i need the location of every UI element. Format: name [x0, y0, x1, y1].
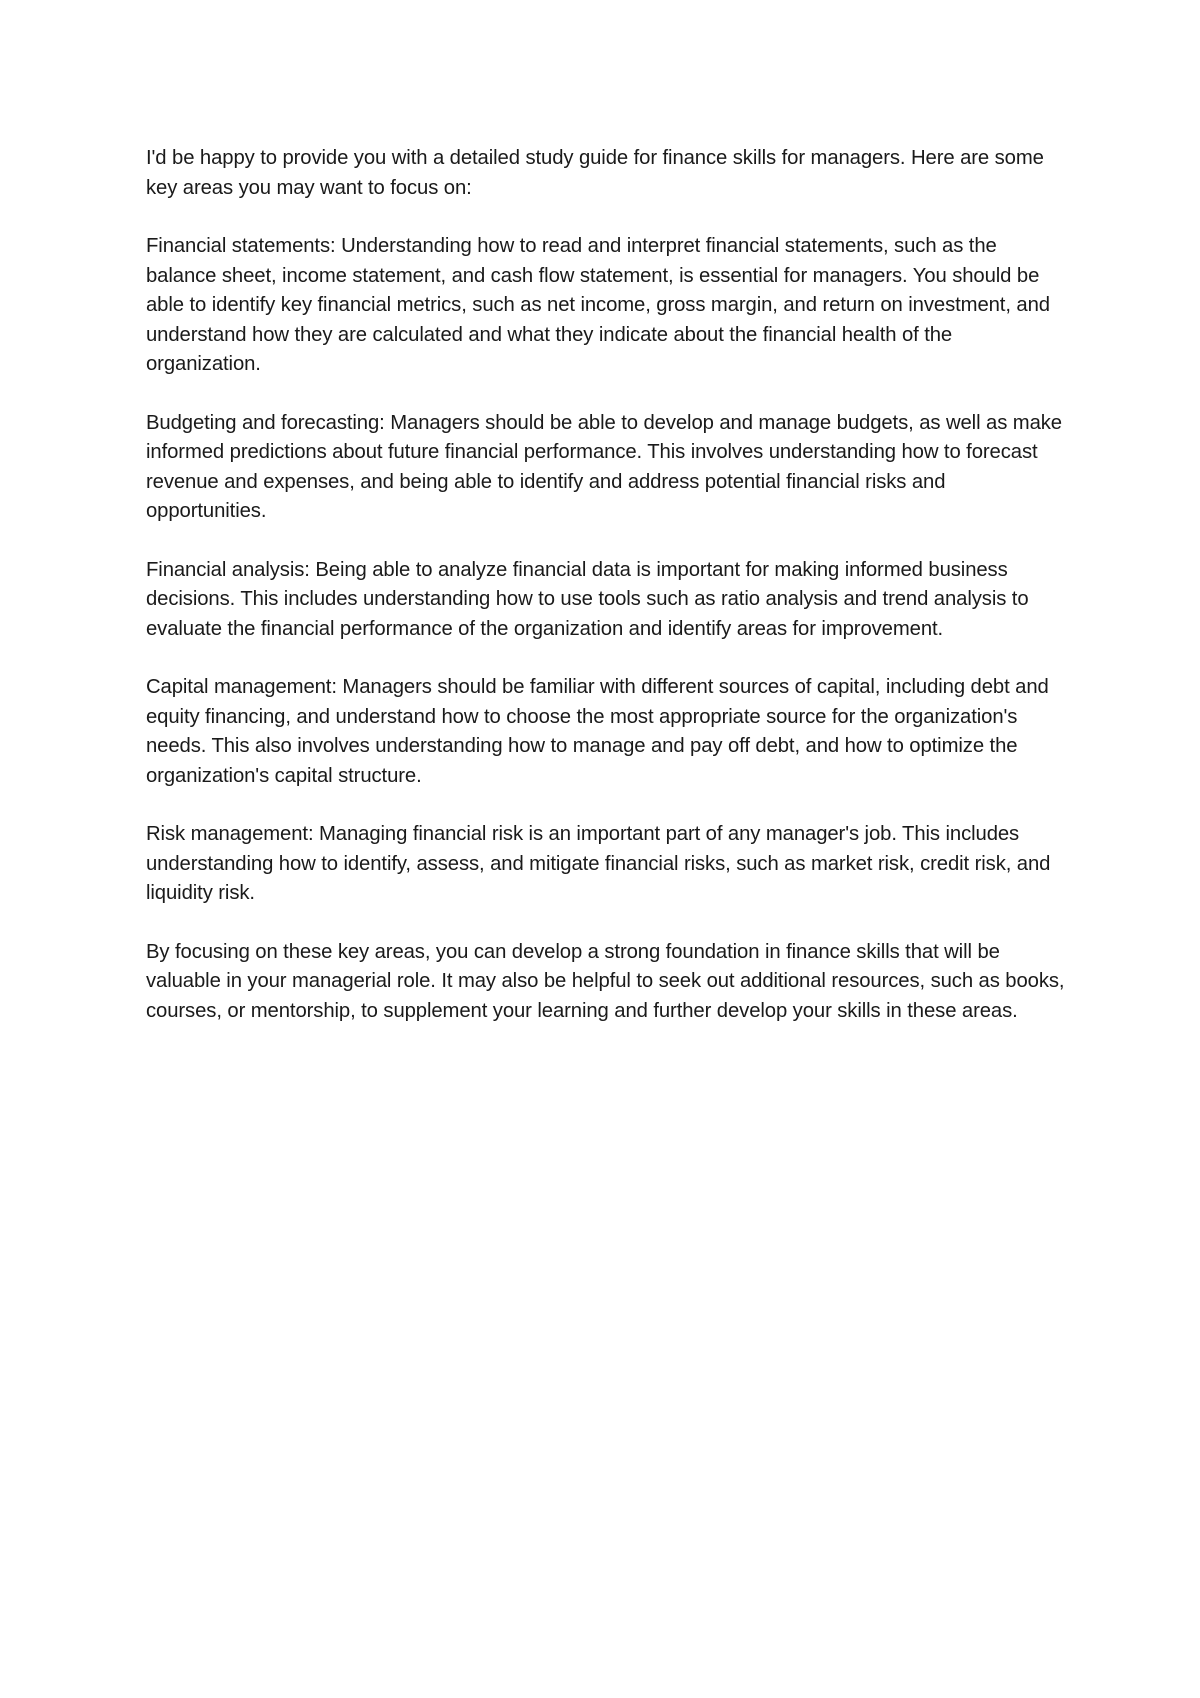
risk-management-paragraph: Risk management: Managing financial risk is an important part of any manager's job. This includes understanding how to identify, assess, and mitigate financial risks, such as market risk, credit risk, and liquidity risk.: [146, 823, 1051, 904]
budgeting-forecasting-paragraph: Budgeting and forecasting: Managers should be able to develop and manage budgets, as well as make informed predictions about future financial performance. This involves understanding how to forecast revenue and expenses, and being able to identify and address potential financial risks and opportunities.: [146, 411, 1062, 522]
document-body: [146, 144, 1066, 1055]
financial-statements-paragraph: Financial statements: Understanding how to read and interpret financial statements, such as the balance sheet, income statement, and cash flow statement, is essential for managers. You should be able to identify key financial metrics, such as net income, gross margin, and return on investment, and understand how they are calculated and what they indicate about the financial health of the organization.: [146, 235, 1050, 375]
intro-paragraph: I'd be happy to provide you with a detailed study guide for finance skills for managers. Here are some key areas you may want to focus on:: [146, 147, 1044, 199]
conclusion-paragraph: By focusing on these key areas, you can develop a strong foundation in finance skills that will be valuable in your managerial role. It may also be helpful to seek out additional resources, such as books, courses, or mentorship, to supplement your learning and further develop your skills in these areas.: [146, 940, 1065, 1022]
financial-analysis-paragraph: Financial analysis: Being able to analyze financial data is important for making informed business decisions. This includes understanding how to use tools such as ratio analysis and trend analysis to evaluate the financial performance of the organization and identify areas for improvement.: [146, 558, 1029, 640]
capital-management-paragraph: Capital management: Managers should be familiar with different sources of capital, including debt and equity financing, and understand how to choose the most appropriate source for the organization's needs. This also involves understanding how to manage and pay off debt, and how to optimize the organization's capital structure.: [146, 676, 1049, 787]
